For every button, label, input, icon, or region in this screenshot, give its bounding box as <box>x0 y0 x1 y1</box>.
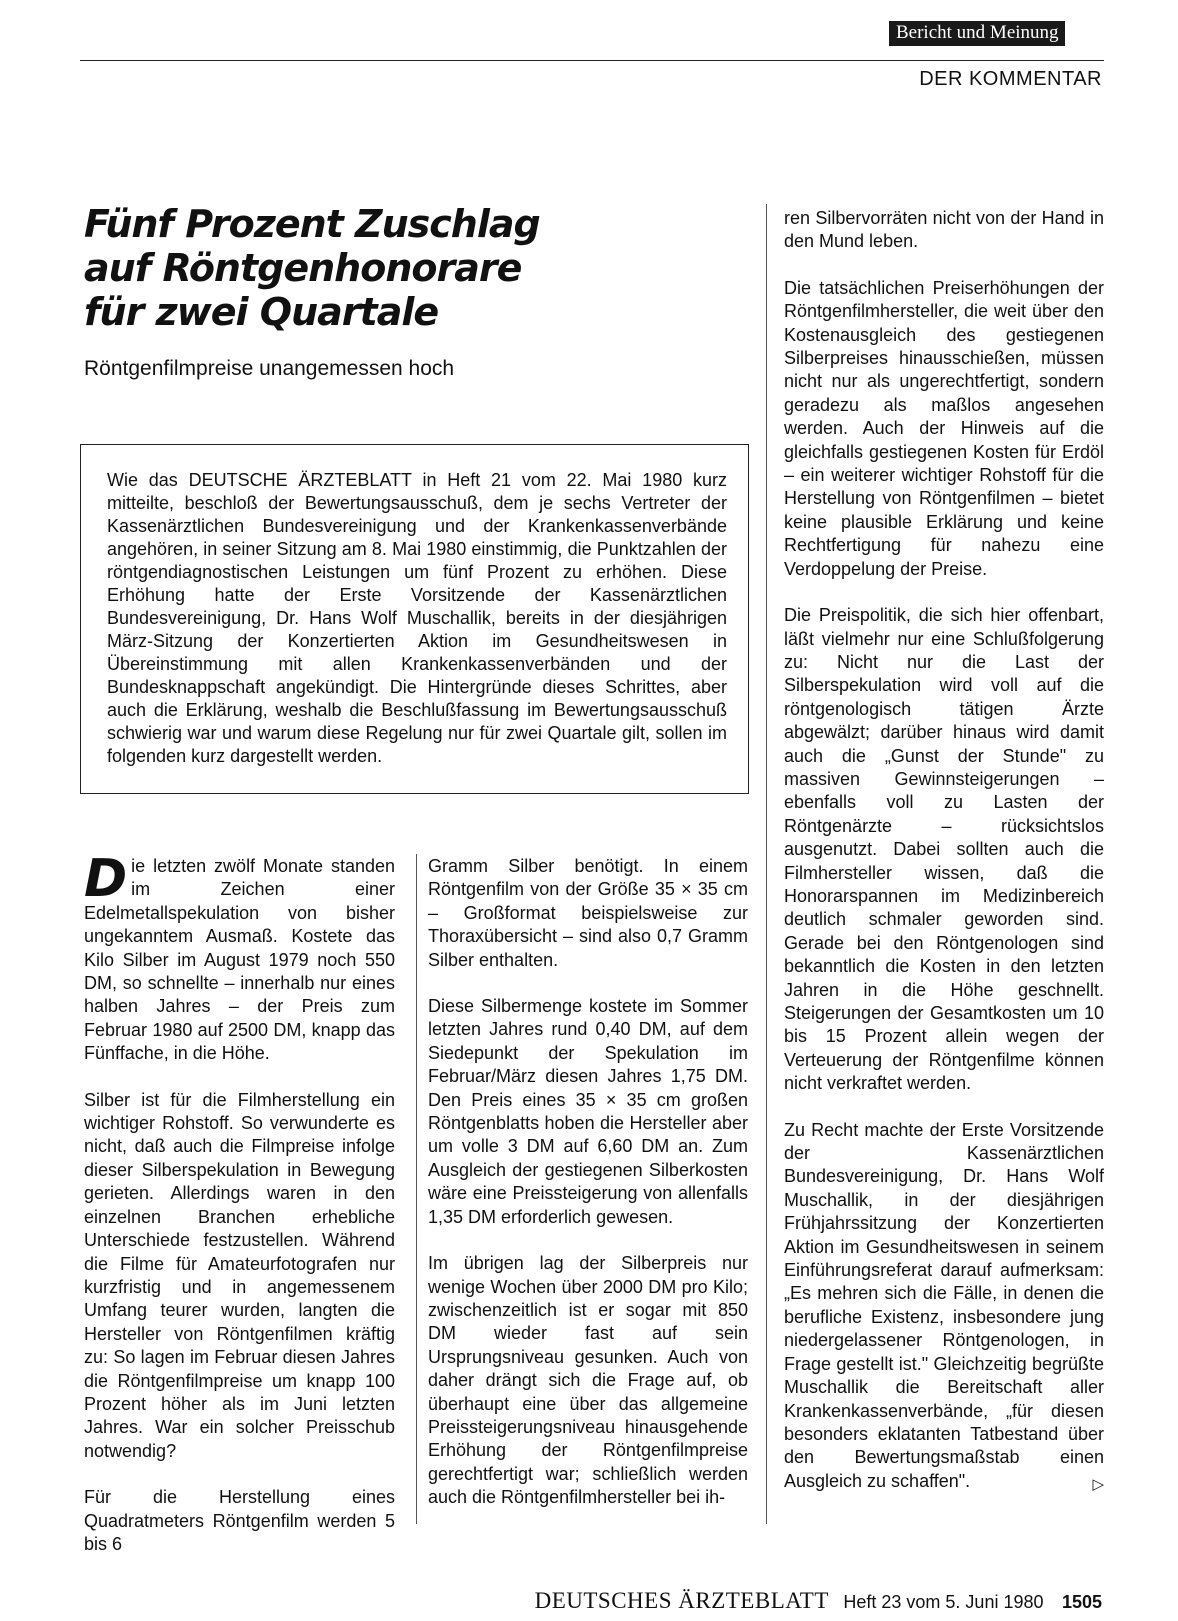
paragraph-text: Zu Recht machte der Erste Vorsitzende der Kassenärztlichen Bundesvereinigung, Dr. Hans Wolf Muschallik, in der diesjährigen Frühjahrssitzung der Konzertierten Aktion im Gesundheitswesen in seinem Einführungsreferat darauf aufmerksam: „Es mehren sich die Fälle, in denen die berufliche Existenz, insbesondere jung niedergelassener Röntgenologen, in Frage gestellt ist." Gleichzeitig begrüßte Muschallik die Bereitschaft aller Krankenkassenverbände, „für diesen besonders eklatanten Tatbestand über den Bewertungsmaßstab einen Ausgleich zu schaffen". <box>784 1119 1104 1491</box>
paragraph: Im übrigen lag der Silberpreis nur wenige Wochen über 2000 DM pro Kilo; zwischenzeitlich ist er sogar mit 850 DM wieder fast auf sein Ursprungsniveau gesunken. Auch von daher drängt sich die Frage auf, ob überhaupt eine über das allgemeine Preissteigerungsniveau hinausgehende Erhöhung der Röntgenfilmpreise gerechtfertigt war; schließlich werden auch die Röntgenfilmhersteller bei ih- <box>428 1253 748 1508</box>
article-title <box>84 202 684 334</box>
lead-text: Wie das DEUTSCHE ÄRZTEBLATT in Heft 21 vom 22. Mai 1980 kurz mitteilte, beschloß der Bewertungsausschuß, dem je sechs Vertreter der Kassenärztlichen Bundesvereinigung und der Krankenkassenverbände angehören, in seiner Sitzung am 8. Mai 1980 einstimmig, die Punktzahlen der röntgendiagnostischen Leistungen um fünf Prozent zu erhöhen. Diese Erhöhung hatte der Erste Vorsitzende der Kassenärztlichen Bundesvereinigung, Dr. Hans Wolf Muschallik, bereits in der diesjährigen März-Sitzung der Konzertierten Aktion im Gesundheitswesen in Übereinstimmung mit allen Krankenkassenverbänden und der Bundesknappschaft angekündigt. Die Hintergründe dieses Schrittes, aber auch die Erklärung, weshalb die Beschlußfassung im Bewertungsausschuß schwierig war und warum diese Regelung nur für zwei Quartale gilt, sollen im folgenden kurz dargestellt werden. <box>107 470 727 766</box>
paragraph: Für die Herstellung eines Quadratmeters Röntgenfilm werden 5 bis 6 <box>84 1487 395 1554</box>
category-label: DER KOMMENTAR <box>919 68 1102 90</box>
paragraph <box>784 1119 1104 1494</box>
paragraph: Diese Silbermenge kostete im Sommer letzten Jahres rund 0,40 DM, auf dem Siedepunkt der Spekulation im Februar/März diesen Jahres 1,75 DM. Den Preis eines 35 × 35 cm großen Röntgenblatts hoben die Hersteller aber um volle 3 DM auf 6,60 DM an. Zum Ausgleich der gestiegenen Silberkosten wäre eine Preissteigerung von allenfalls 1,35 DM erforderlich gewesen. <box>428 996 748 1227</box>
page-footer <box>535 1588 1102 1614</box>
header-rule <box>80 60 1104 61</box>
column-left <box>84 849 395 1579</box>
paragraph: Gramm Silber benötigt. In einem Röntgenfilm von der Größe 35 × 35 cm – Großformat beispielsweise zur Thoraxübersicht – sind also 0,7 Gramm Silber enthalten. <box>428 856 748 970</box>
title-line: auf Röntgenhonorare <box>84 246 522 290</box>
paragraph-text: ie letzten zwölf Monate standen im Zeichen einer Edelmetallspekulation von bisher ungekanntem Ausmaß. Kostete das Kilo Silber im August 1979 noch 550 DM, so schnellte – innerhalb nur eines halben Jahres – der Preis zum Februar 1980 auf 2500 DM, knapp das Fünffache, in die Höhe. <box>84 856 395 1064</box>
title-line: für zwei Quartale <box>84 290 439 334</box>
page-number: 1505 <box>1061 1592 1102 1612</box>
paragraph: ren Silbervorräten nicht von der Hand in den Mund leben. <box>784 208 1104 252</box>
continue-arrow-icon: ▷ <box>1092 1475 1104 1493</box>
article-subtitle: Röntgenfilmpreise unangemessen hoch <box>84 357 455 380</box>
journal-name: DEUTSCHES ÄRZTEBLATT <box>534 1588 829 1613</box>
drop-cap: D <box>84 849 128 909</box>
paragraph: Die Preispolitik, die sich hier offenbart, läßt vielmehr nur eine Schlußfolgerung zu: Nicht nur die Last der Silberspekulation wird voll auf die röntgenologisch tätigen Ärzte abgewälzt; darüber hinaus wird damit auch die „Gunst der Stunde" zu massiven Gewinnsteigerungen – ebenfalls voll zu Lasten der Röntgenärzte – rücksichtslos ausgenutzt. Dabei sollten auch die Filmhersteller wissen, daß die Honorarspannen im Medizinbereich deutlich schmaler geworden sind. Gerade bei den Röntgenologen sind bekanntlich die Kosten in den letzten Jahren in die Höhe geschnellt. Steigerungen der Gesamtkosten um 10 bis 15 Prozent allein wegen der Verteuerung der Röntgenfilme können nicht verkraftet werden. <box>784 605 1104 1094</box>
issue-info: Heft 23 vom 5. Juni 1980 <box>843 1592 1044 1612</box>
section-badge: Bericht und Meinung <box>889 21 1065 46</box>
column-divider <box>416 854 417 1524</box>
title-line: Fünf Prozent Zuschlag <box>84 202 540 246</box>
column-middle <box>428 855 748 1533</box>
column-divider <box>766 204 767 1524</box>
paragraph: Die tatsächlichen Preiserhöhungen der Röntgenfilmhersteller, die weit über den Kostenausgleich des gestiegenen Silberpreises hinausschießen, müssen nicht nur als ungerechtfertigt, sondern geradezu als maßlos angesehen werden. Auch der Hinweis auf die gleichfalls gestiegenen Kosten für Erdöl – ein weiterer wichtiger Rohstoff für die Herstellung von Röntgenfilmen – bietet keine plausible Erklärung und keine Rechtfertigung für nahezu eine Verdoppelung der Preise. <box>784 277 1104 579</box>
paragraph: Silber ist für die Filmherstellung ein wichtiger Rohstoff. So verwunderte es nicht, daß auch die Filmpreise infolge dieser Silberspekulation in Bewegung gerieten. Allerdings waren in den einzelnen Branchen erhebliche Unterschiede festzustellen. Während die Filme für Amateurfotografen nur kurzfristig und in angemessenem Umfang teurer wurden, langten die Hersteller von Röntgenfilmen kräftig zu: So lagen im Februar diesen Jahres die Röntgenfilmpreise um knapp 100 Prozent höher als im Juni letzten Jahres. War ein solcher Preisschub notwendig? <box>84 1089 395 1461</box>
column-right <box>784 207 1104 1516</box>
paragraph <box>84 849 395 1066</box>
